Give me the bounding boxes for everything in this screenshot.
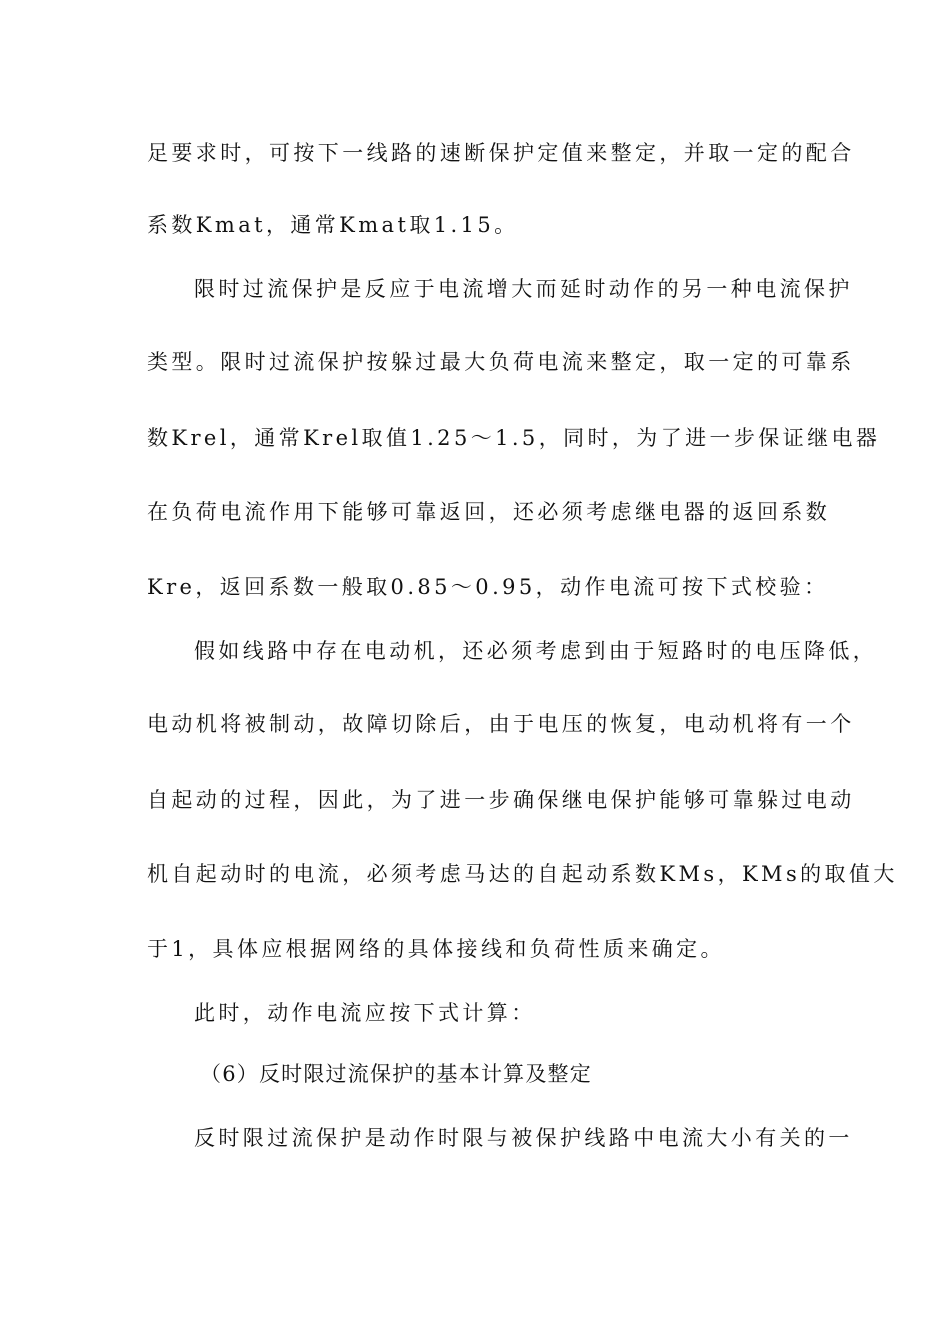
paragraph-line: 数Krel，通常Krel取值1.25～1.5，同时，为了进一步保证继电器: [147, 426, 881, 450]
paragraph-line: 足要求时，可按下一线路的速断保护定值来整定，并取一定的配合: [147, 141, 855, 165]
paragraph-line: Kre，返回系数一般取0.85～0.95，动作电流可按下式校验：: [147, 575, 829, 599]
paragraph-line: 反时限过流保护是动作时限与被保护线路中电流大小有关的一: [194, 1126, 853, 1150]
paragraph-line: 系数Kmat，通常Kmat取1.15。: [147, 213, 519, 237]
paragraph-line: 电动机将被制动，故障切除后，由于电压的恢复，电动机将有一个: [147, 712, 855, 736]
paragraph-line: 限时过流保护是反应于电流增大而延时动作的另一种电流保护: [194, 277, 853, 301]
paragraph-line: 类型。限时过流保护按躲过最大负荷电流来整定，取一定的可靠系: [147, 350, 855, 374]
paragraph-line: 自起动的过程，因此，为了进一步确保继电保护能够可靠躲过电动: [147, 788, 855, 812]
paragraph-line: 机自起动时的电流，必须考虑马达的自起动系数KMs，KMs的取值大: [147, 862, 898, 886]
paragraph-line: 在负荷电流作用下能够可靠返回，还必须考虑继电器的返回系数: [147, 500, 831, 524]
paragraph-line: 此时，动作电流应按下式计算：: [194, 1001, 536, 1025]
paragraph-line: 假如线路中存在电动机，还必须考虑到由于短路时的电压降低，: [194, 639, 878, 663]
paragraph-line: 于1，具体应根据网络的具体接线和负荷性质来确定。: [147, 937, 725, 961]
section-heading: （6）反时限过流保护的基本计算及整定: [200, 1062, 592, 1086]
